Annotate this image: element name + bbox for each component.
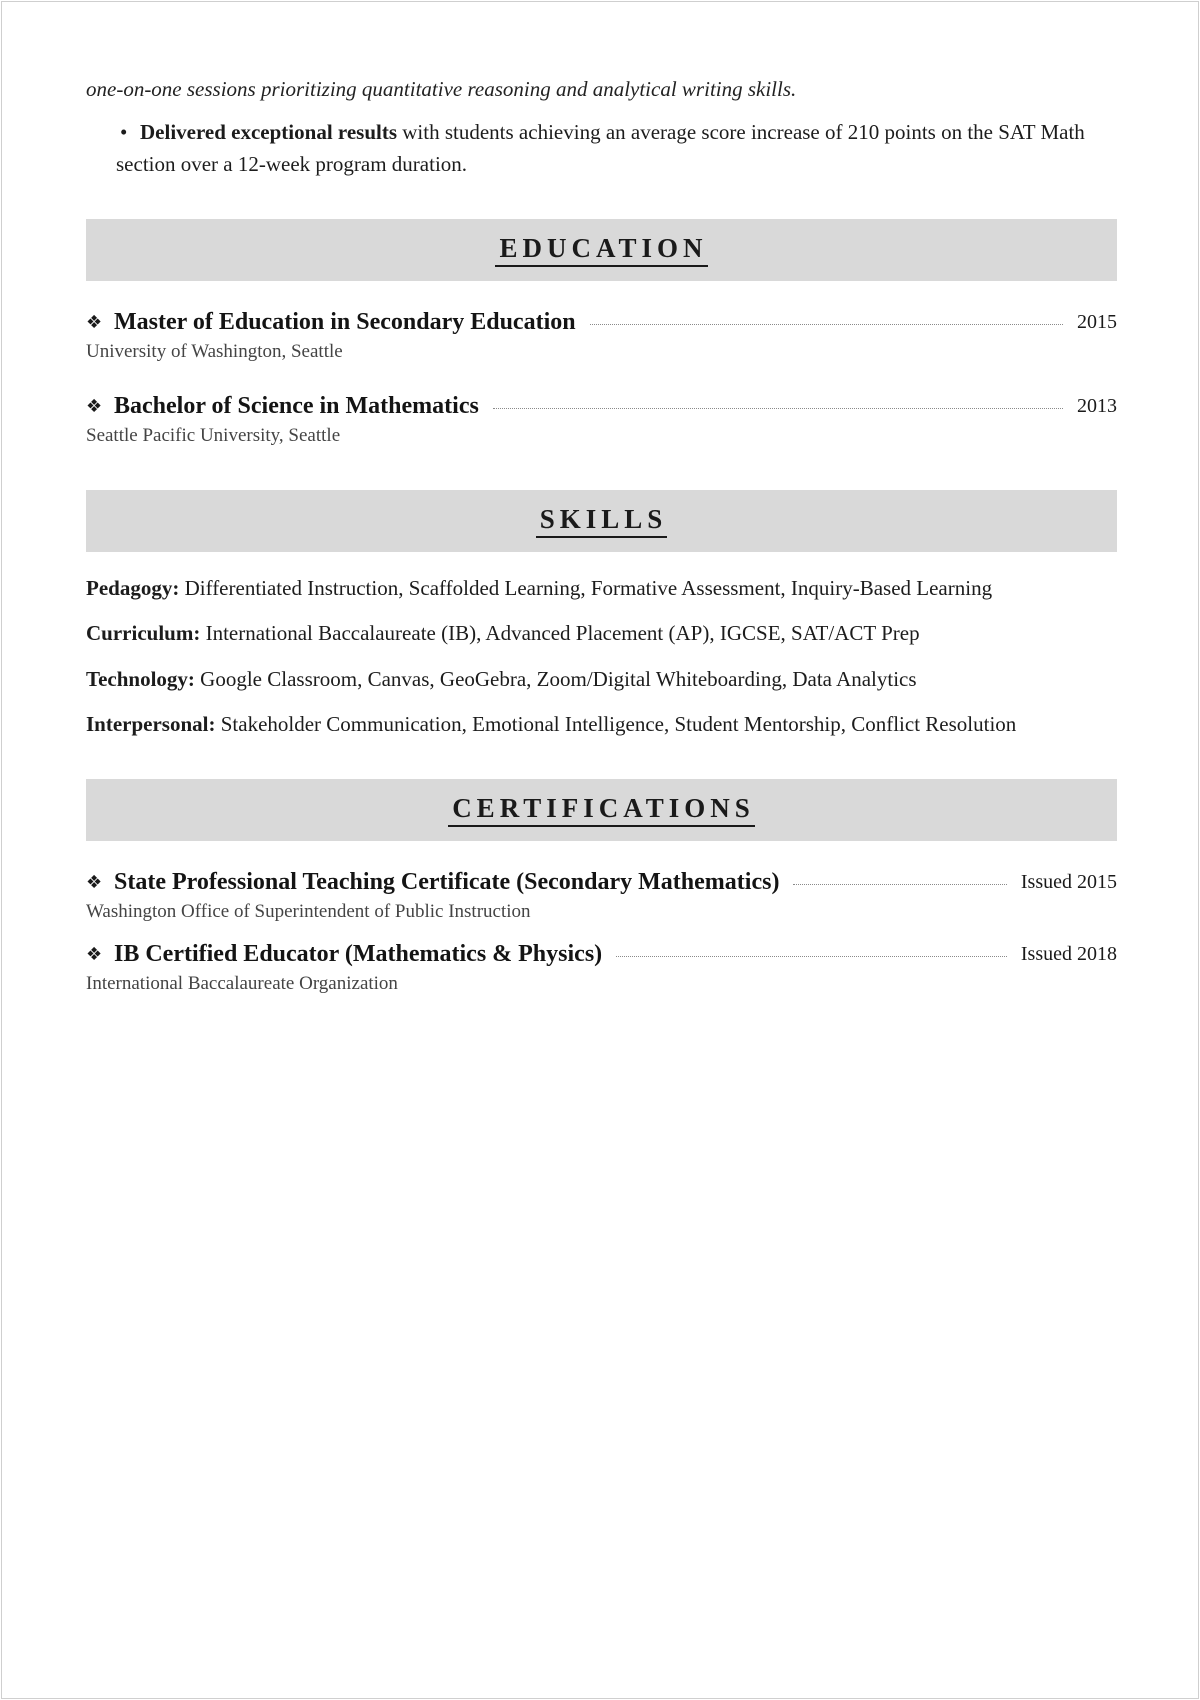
skill-value: Differentiated Instruction, Scaffolded Learning, Formative Assessment, Inquiry-Based Learning [179, 576, 993, 600]
dotted-leader [793, 884, 1006, 885]
skill-label: Interpersonal: [86, 712, 216, 736]
certifications-heading: CERTIFICATIONS [448, 793, 755, 827]
education-entry [86, 390, 1117, 448]
degree-title: Bachelor of Science in Mathematics [114, 392, 479, 419]
skill-label: Curriculum: [86, 621, 201, 645]
experience-description: one-on-one sessions prioritizing quantitative reasoning and analytical writing skills. [86, 77, 797, 101]
certification-entry-row [86, 866, 1117, 898]
skill-label: Pedagogy: [86, 576, 180, 600]
school-name: University of Washington, Seattle [86, 341, 343, 362]
skill-line-curriculum [86, 621, 920, 646]
certification-title: IB Certified Educator (Mathematics & Physics) [114, 940, 603, 967]
education-entry-row [86, 306, 1117, 338]
certification-issuer: International Baccalaureate Organization [86, 973, 398, 994]
skill-value: Stakeholder Communication, Emotional Intelligence, Student Mentorship, Conflict Resolution [215, 712, 1017, 736]
resume-page [1, 1, 1199, 1699]
education-entry [86, 306, 1117, 364]
degree-year: 2015 [1077, 310, 1117, 333]
education-heading: EDUCATION [495, 233, 707, 267]
four-diamond-icon: ❖ [86, 871, 103, 893]
experience-bullet [116, 116, 1116, 180]
skill-value: International Baccalaureate (IB), Advanced Placement (AP), IGCSE, SAT/ACT Prep [200, 621, 920, 645]
four-diamond-icon: ❖ [86, 943, 103, 965]
bullet-dot-icon: • [120, 120, 128, 144]
four-diamond-icon: ❖ [86, 311, 103, 333]
skills-section-header [86, 490, 1117, 552]
certifications-section-header [86, 779, 1117, 841]
certification-issuer: Washington Office of Superintendent of Public Instruction [86, 901, 531, 922]
degree-title: Master of Education in Secondary Education [114, 308, 576, 335]
four-diamond-icon: ❖ [86, 395, 103, 417]
skill-value: Google Classroom, Canvas, GeoGebra, Zoom/Digital Whiteboarding, Data Analytics [194, 667, 917, 691]
dotted-leader [590, 324, 1063, 325]
certification-entry [86, 866, 1117, 924]
certification-entry [86, 938, 1117, 996]
certification-title: State Professional Teaching Certificate (Secondary Mathematics) [114, 868, 780, 895]
skill-line-pedagogy [86, 576, 992, 601]
skill-line-technology [86, 667, 917, 692]
certification-issued: Issued 2018 [1020, 942, 1117, 965]
dotted-leader [493, 408, 1063, 409]
education-section-header [86, 219, 1117, 281]
dotted-leader [616, 956, 1007, 957]
certification-issued: Issued 2015 [1020, 870, 1117, 893]
certification-entry-row [86, 938, 1117, 970]
degree-year: 2013 [1077, 394, 1117, 417]
education-entry-row [86, 390, 1117, 422]
bullet-text: with students achieving an average score increase of 210 points on the SAT Math section over a 12-week program duration. [116, 120, 1085, 176]
skill-label: Technology: [86, 667, 195, 691]
bullet-lead: Delivered exceptional results [140, 120, 398, 144]
school-name: Seattle Pacific University, Seattle [86, 425, 341, 446]
skills-heading: SKILLS [536, 504, 668, 538]
skill-line-interpersonal [86, 712, 1016, 737]
